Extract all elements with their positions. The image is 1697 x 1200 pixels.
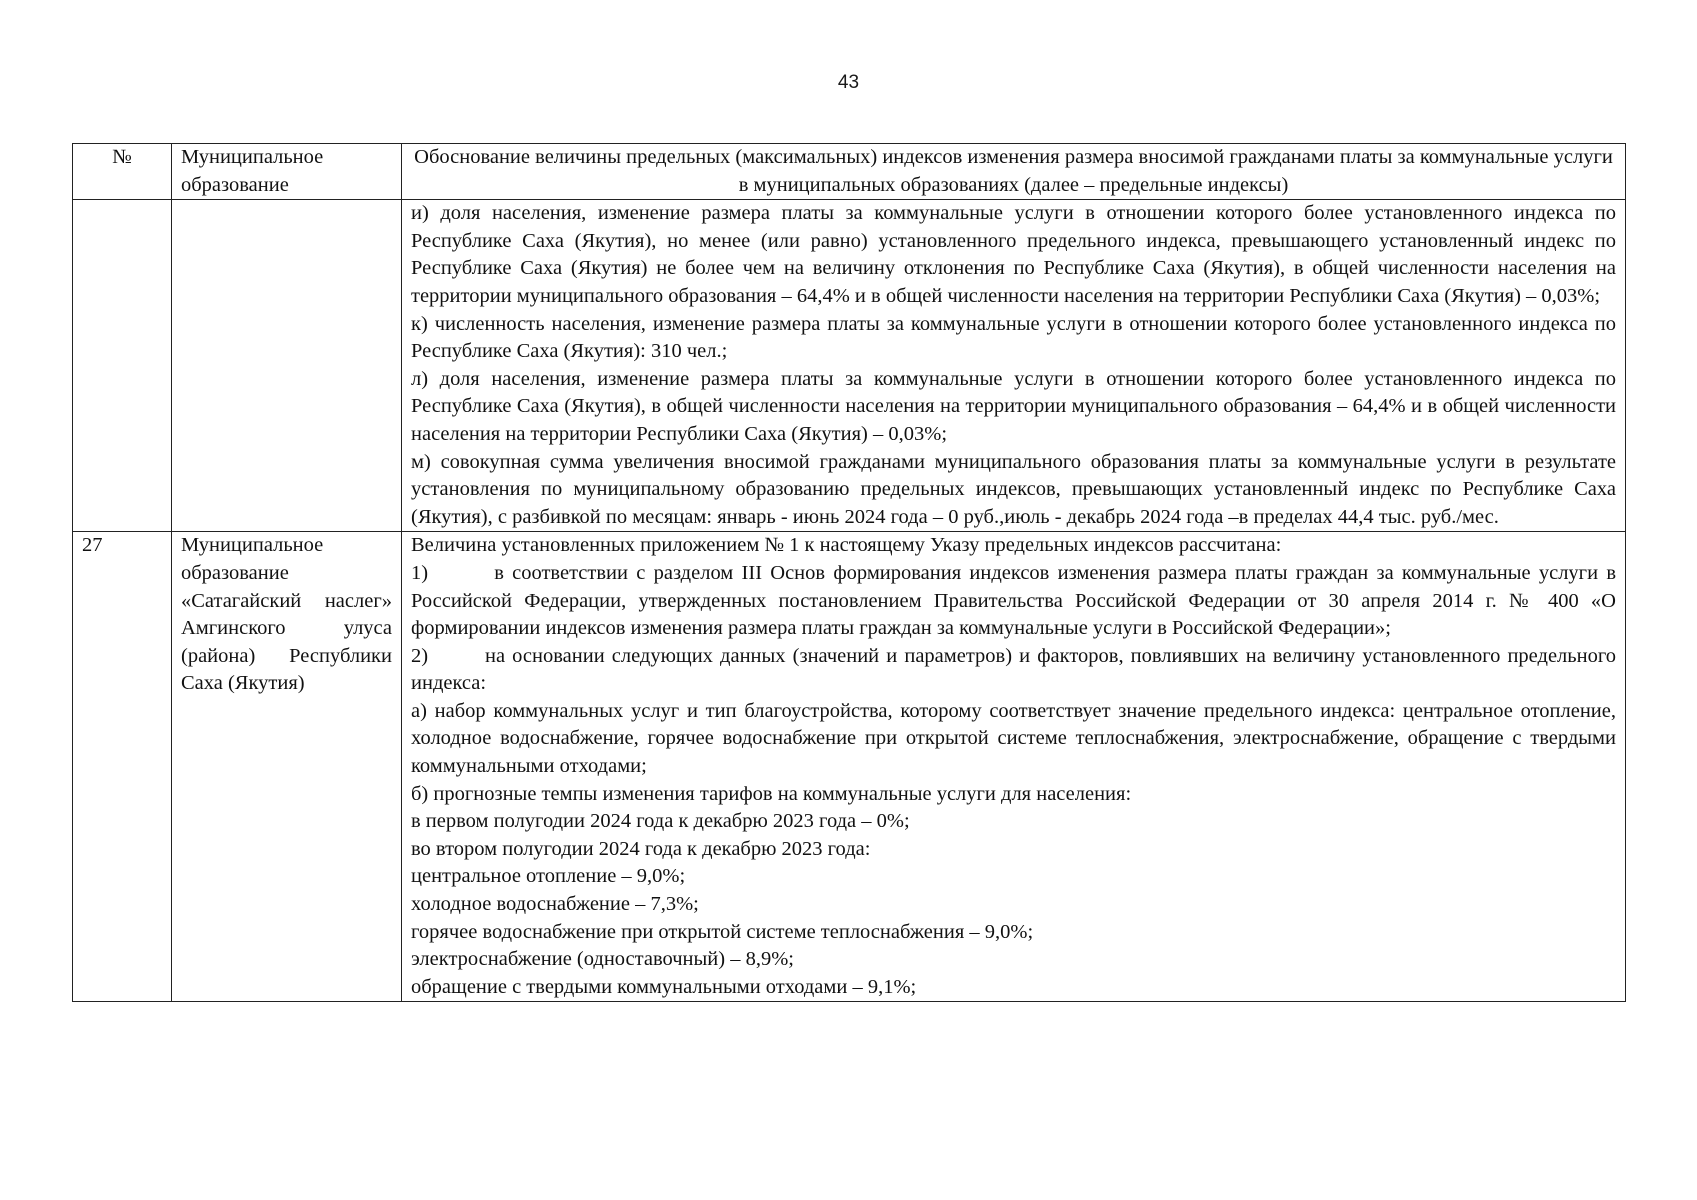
tariff-line: горячее водоснабжение при открытой системе теплоснабжения – 9,0%; — [411, 920, 1034, 943]
index-justification-table — [72, 143, 1626, 1002]
municipality-cell: Муниципальное образование «Сатагайский наслег» Амгинского улуса (района) Республики Саха (Якутия) — [172, 532, 402, 1002]
header-municipality: Муниципальное образование — [172, 144, 402, 200]
row-number-cell — [73, 200, 172, 532]
paragraph-k: к) численность населения, изменение размера платы за коммунальные услуги в отношении которого более установленного индекса по Республике Саха (Якутия): 310 чел.; — [411, 312, 1616, 363]
paragraph-i: и) доля населения, изменение размера платы за коммунальные услуги в отношении которого более установленного индекса по Республике Саха (Якутия), но менее (или равно) установленного предельного индекса, превышающего установленный индекс по Республике Саха (Якутия) не более чем на величину отклонения по Республике Саха (Якутия), в общей численности населения на территории муниципального образования – 64,4% и в общей численности населения на территории Республики Саха (Якутия) – 0,03%; — [411, 202, 1616, 307]
tariff-line: электроснабжение (одноставочный) – 8,9%; — [411, 948, 794, 971]
municipality-cell — [172, 200, 402, 532]
row-number-cell: 27 — [73, 532, 172, 1002]
table-header-row — [73, 144, 1626, 200]
tariff-line: холодное водоснабжение – 7,3%; — [411, 893, 699, 916]
table-row-27 — [73, 532, 1626, 1002]
table-row-continued — [73, 200, 1626, 532]
paragraph-2: 2) на основании следующих данных (значений и параметров) и факторов, повлиявших на величину установленного предельного индекса: — [411, 644, 1622, 695]
paragraph-a: а) набор коммунальных услуг и тип благоустройства, которому соответствует значение предельного индекса: центральное отопление, холодное водоснабжение, горячее водоснабжение при открытой системе теплоснабжения, электроснабжение, обращение с твердыми коммунальными отходами; — [411, 699, 1616, 778]
paragraph-l: л) доля населения, изменение размера платы за коммунальные услуги в отношении которого более установленного индекса по Республике Саха (Якутия), в общей численности населения на территории муниципального образования – 64,4% и в общей численности населения на территории Республики Саха (Якутия) – 0,03%; — [411, 367, 1616, 445]
paragraph-1: 1) в соответствии с разделом III Основ формирования индексов изменения размера платы граждан за коммунальные услуги в Российской Федерации, утвержденных постановлением Правительства Российской Федерации от 30 апреля 2014 г. № 400 «О формировании индексов изменения размера платы граждан за коммунальные услуги в Российской Федерации»; — [411, 561, 1622, 640]
tariff-line: в первом полугодии 2024 года к декабрю 2023 года – 0%; — [411, 810, 910, 833]
paragraph-m: м) совокупная сумма увеличения вносимой гражданами муниципального образования платы за коммунальные услуги в результате установления по муниципальному образованию предельных индексов, превышающих установленный индекс по Республике Саха (Якутия), с разбивкой по месяцам: январь - июнь 2024 года – 0 руб.,июль - декабрь 2024 года –в пределах 44,4 тыс. руб./мес. — [411, 450, 1616, 528]
tariff-line: обращение с твердыми коммунальными отходами – 9,1%; — [411, 975, 917, 998]
paragraph-intro: Величина установленных приложением № 1 к настоящему Указу предельных индексов рассчитана: — [411, 534, 1282, 557]
header-justification: Обоснование величины предельных (максимальных) индексов изменения размера вносимой гражданами платы за коммунальные услуги в муниципальных образованиях (далее – предельные индексы) — [402, 144, 1626, 200]
justification-cell — [402, 532, 1626, 1002]
header-number: № — [73, 144, 172, 200]
page-number: 43 — [837, 72, 860, 93]
paragraph-b: б) прогнозные темпы изменения тарифов на коммунальные услуги для населения: — [411, 782, 1132, 805]
tariff-line: центральное отопление – 9,0%; — [411, 865, 686, 888]
tariff-line: во втором полугодии 2024 года к декабрю 2023 года: — [411, 837, 871, 860]
justification-cell — [402, 200, 1626, 532]
